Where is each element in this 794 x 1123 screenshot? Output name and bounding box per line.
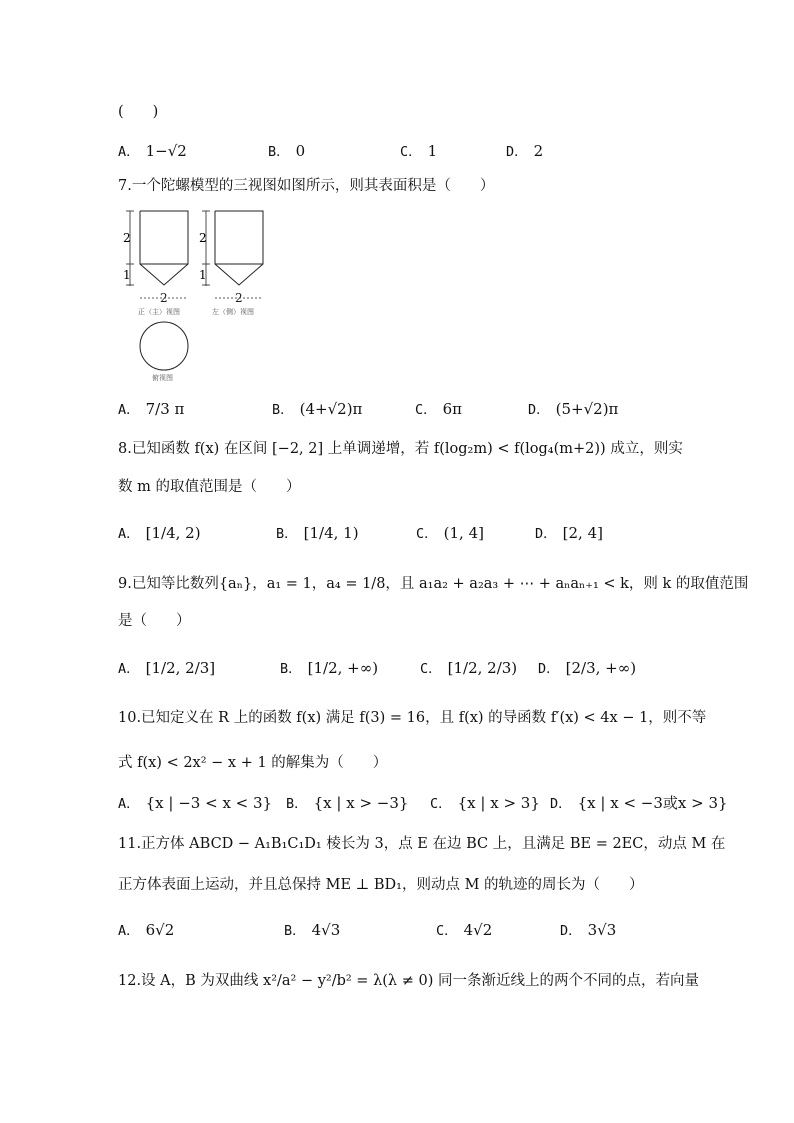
front-dim-width: 2 (160, 291, 168, 305)
q9-stem-line1: 9.已知等比数列{aₙ}，a₁ = 1，a₄ = 1/8，且 a₁a₂ + a₂a₃ + ⋯ + aₙaₙ₊₁ < k，则 k 的取值范围 (118, 576, 749, 592)
q11-option-c: C． 4√2 (436, 921, 493, 939)
top-view-caption: 俯视图 (152, 374, 173, 382)
q9-stem-line2: 是（ ） (118, 613, 191, 629)
side-view-caption: 左（侧）视图 (212, 308, 254, 316)
answer-parentheses: ( ) (118, 104, 159, 120)
three-view-figure (118, 206, 288, 386)
q10-option-d: D． {x | x < −3或x > 3} (550, 794, 728, 812)
q11-option-d: D． 3√3 (560, 921, 617, 939)
q8-option-b: B． [1/4, 1) (276, 524, 359, 542)
q6-option-c: C． 1 (400, 142, 438, 160)
q10-option-a: A． {x | −3 < x < 3} (118, 794, 273, 812)
q6-option-b: B． 0 (268, 142, 306, 160)
q7-option-a: A． 7/3 π (118, 400, 185, 418)
q10-stem-line2: 式 f(x) < 2x² − x + 1 的解集为（ ） (118, 755, 388, 771)
q9-option-b: B． [1/2, +∞) (280, 659, 379, 677)
q8-option-d: D． [2, 4] (535, 524, 603, 542)
q10-option-c: C． {x | x > 3} (430, 794, 540, 812)
front-view-caption: 正（主）视图 (138, 308, 180, 316)
q10-stem-line1: 10.已知定义在 R 上的函数 f(x) 满足 f(3) = 16，且 f(x) 的导函数 f′(x) < 4x − 1，则不等 (118, 710, 707, 726)
q7-option-d: D． (5+√2)π (528, 400, 619, 418)
q6-option-d: D． 2 (506, 142, 544, 160)
front-dim-height-bottom: 1 (123, 268, 131, 282)
q9-option-a: A． [1/2, 2/3] (118, 659, 216, 677)
q11-option-a: A． 6√2 (118, 921, 175, 939)
q6-option-a: A． 1−√2 (118, 142, 187, 160)
q12-stem-line1: 12.设 A，B 为双曲线 x²/a² − y²/b² = λ(λ ≠ 0) 同一条渐近线上的两个不同的点，若向量 (118, 973, 699, 989)
front-dim-height-top: 2 (123, 231, 131, 245)
front-view (123, 211, 188, 316)
q11-stem-line2: 正方体表面上运动，并且总保持 ME ⊥ BD₁，则动点 M 的轨迹的周长为（ ） (118, 877, 644, 893)
q11-option-b: B． 4√3 (284, 921, 341, 939)
q7-option-b: B． (4+√2)π (272, 400, 363, 418)
q8-stem-line2: 数 m 的取值范围是（ ） (118, 479, 301, 495)
q7-stem: 7.一个陀螺模型的三视图如图所示，则其表面积是（ ） (118, 178, 495, 194)
side-view (199, 211, 263, 316)
side-dim-width: 2 (235, 291, 243, 305)
q9-option-d: D． [2/3, +∞) (538, 659, 637, 677)
q11-stem-line1: 11.正方体 ABCD − A₁B₁C₁D₁ 棱长为 3，点 E 在边 BC 上，且满足 BE = 2EC，动点 M 在 (118, 836, 726, 852)
side-dim-height-top: 2 (199, 231, 207, 245)
q8-option-c: C． (1, 4] (416, 524, 484, 542)
q8-stem-line1: 8.已知函数 f(x) 在区间 [−2, 2] 上单调递增，若 f(log₂m) < f(log₄(m+2)) 成立，则实 (118, 441, 683, 457)
q7-option-c: C． 6π (415, 400, 463, 418)
q10-option-b: B． {x | x > −3} (286, 794, 409, 812)
side-dim-height-bottom: 1 (199, 268, 207, 282)
q9-option-c: C． [1/2, 2/3) (420, 659, 518, 677)
top-view (140, 322, 188, 382)
q8-option-a: A． [1/4, 2) (118, 524, 201, 542)
